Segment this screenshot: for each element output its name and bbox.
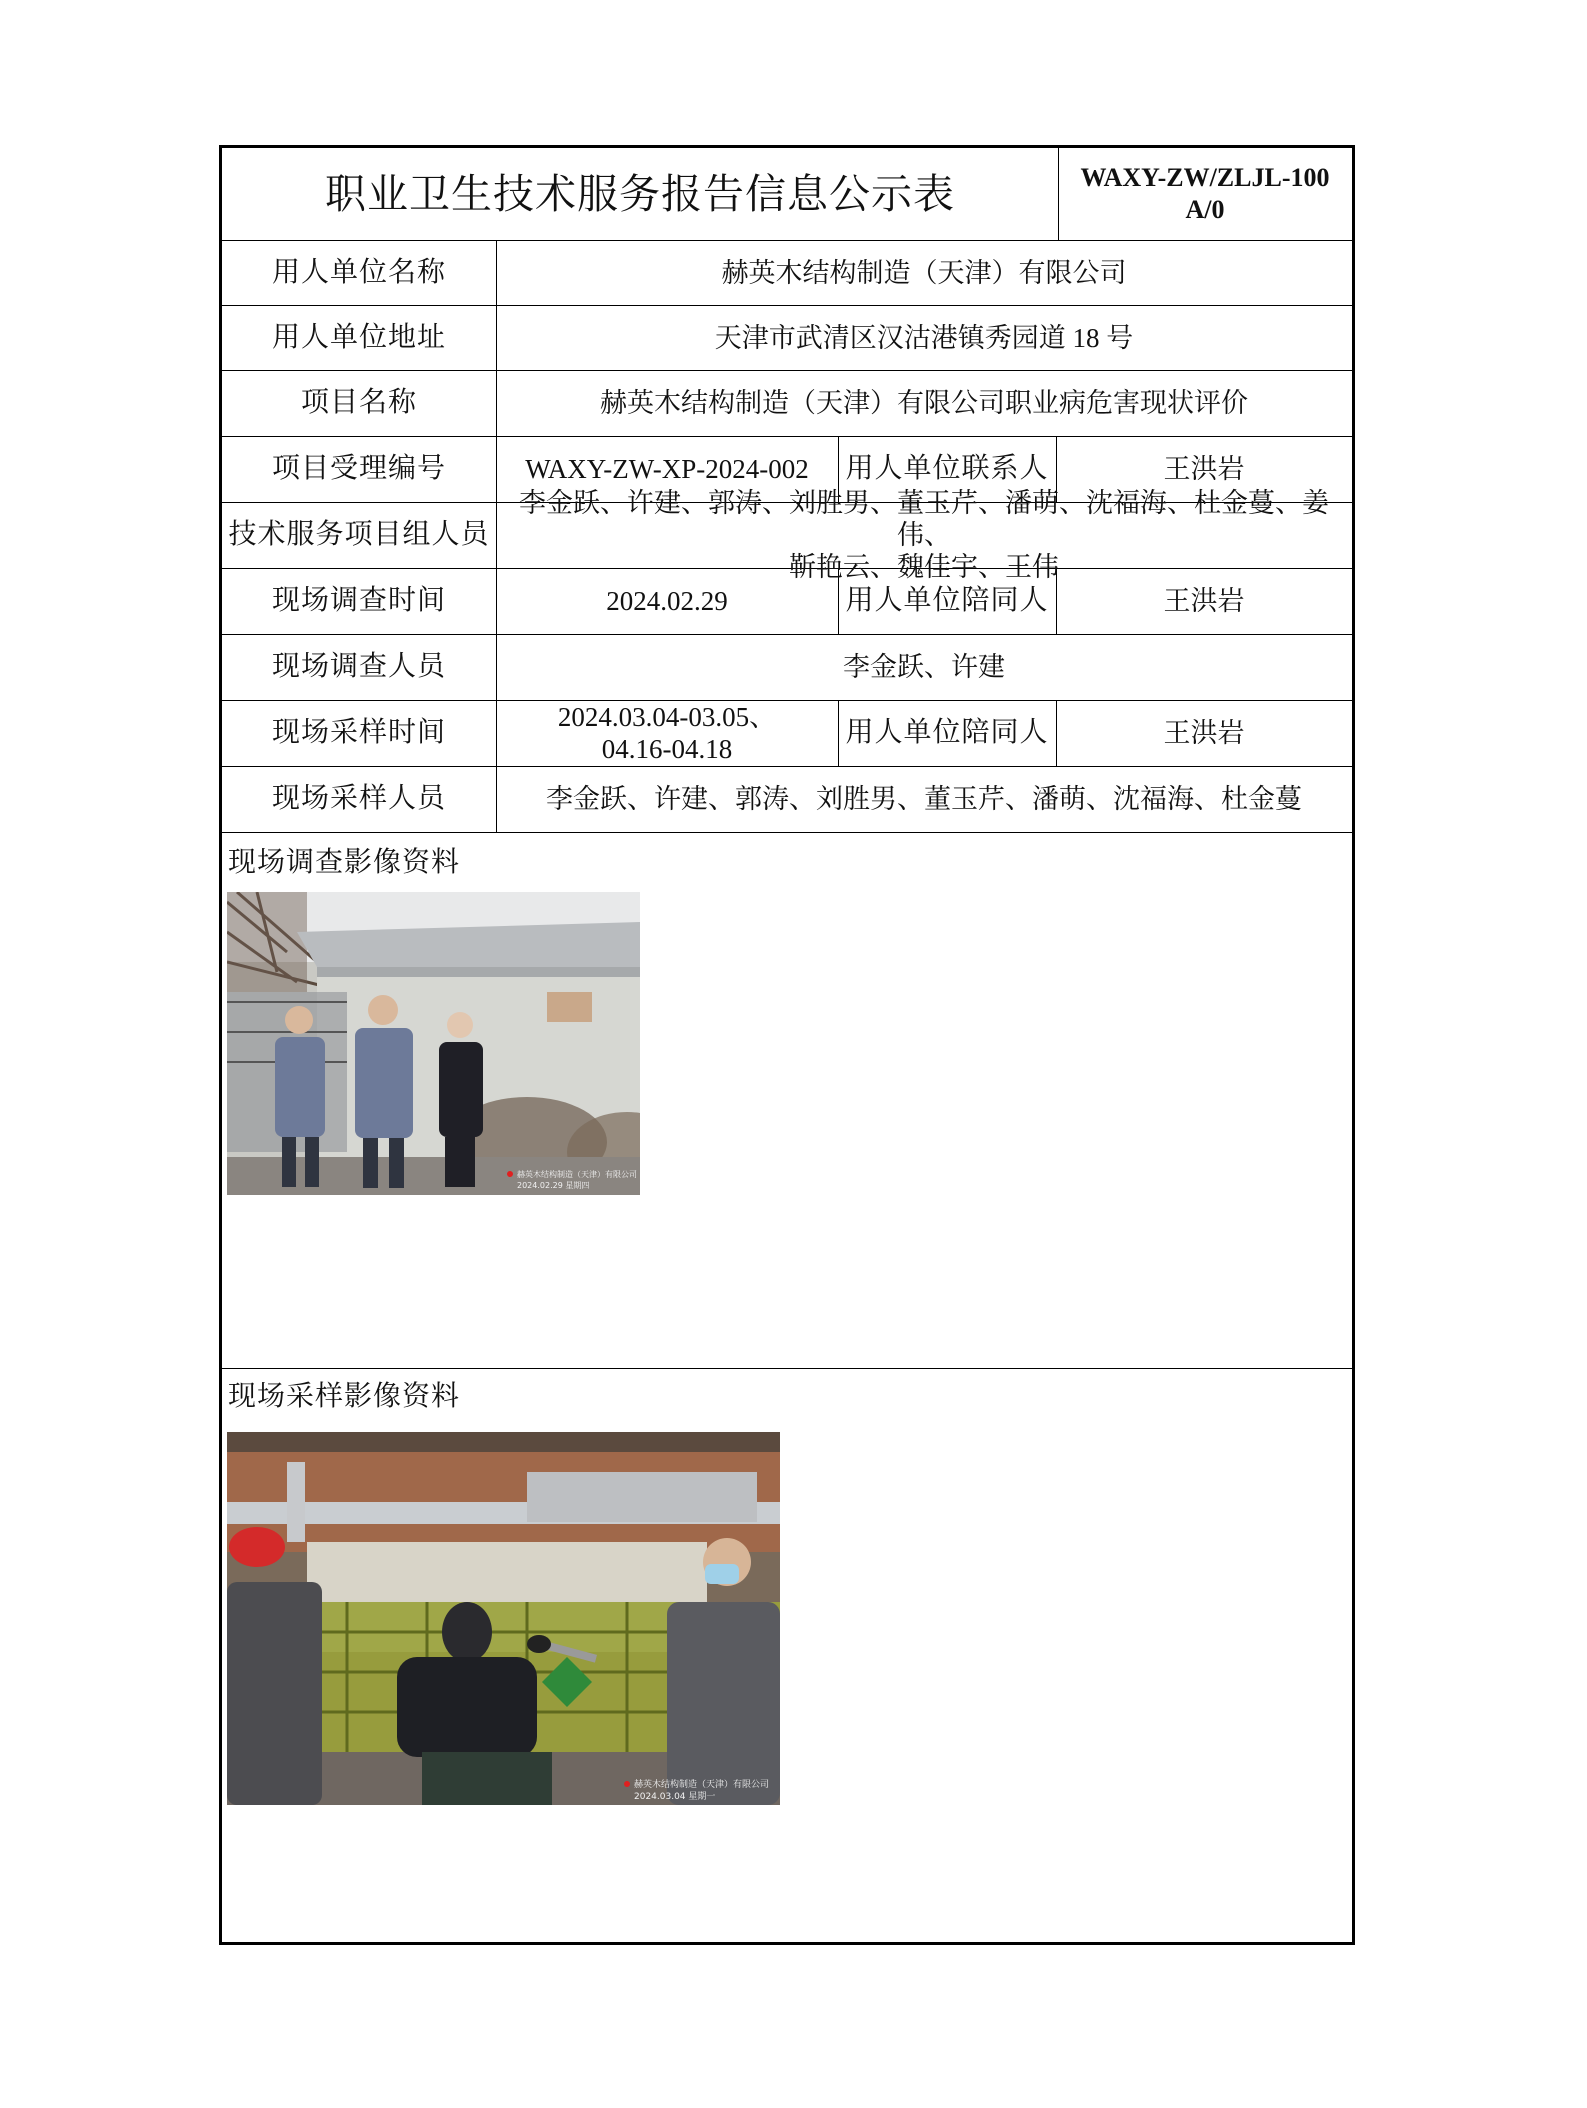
sampling-photo-watermark-line1: 赫英木结构制造（天津）有限公司: [634, 1780, 770, 1790]
survey-time-value: 2024.02.29: [606, 586, 728, 616]
survey-images-title: 现场调查影像资料: [228, 847, 461, 878]
sampling-time-label: 现场采样时间: [271, 717, 446, 748]
sampling-time-line2: 04.16-04.18: [601, 734, 733, 764]
sampling-images-title: 现场采样影像资料: [228, 1381, 461, 1412]
employer-address-label: 用人单位地址: [271, 321, 446, 353]
sampling-companion-label: 用人单位陪同人: [845, 717, 1049, 748]
sampling-staff-value: 李金跃、许建、郭涛、刘胜男、董玉芹、潘萌、沈福海、杜金蔓: [546, 784, 1302, 814]
employer-name-value: 赫英木结构制造（天津）有限公司: [721, 257, 1127, 288]
project-number-label: 项目受理编号: [271, 453, 446, 484]
form-code-line1: WAXY-ZW/ZLJL-100: [1080, 163, 1330, 192]
employer-address-value: 天津市武清区汉沽港镇秀园道 18 号: [714, 322, 1134, 353]
project-name-label: 项目名称: [300, 387, 417, 418]
sampling-staff-label: 现场采样人员: [271, 783, 446, 814]
info-disclosure-table: [219, 145, 1355, 1945]
employer-name-label: 用人单位名称: [271, 256, 446, 288]
survey-photo: [227, 892, 640, 1195]
survey-time-label: 现场调查时间: [271, 585, 446, 616]
contact-person-value: 王洪岩: [1163, 454, 1245, 484]
sampling-photo-watermark-line2: 2024.03.04 星期一: [634, 1792, 716, 1802]
sampling-photo: [227, 1432, 780, 1805]
survey-companion-value: 王洪岩: [1163, 586, 1245, 616]
survey-staff-label: 现场调查人员: [271, 651, 446, 682]
team-members-line1: 李金跃、许建、郭涛、刘胜男、董玉芹、潘萌、沈福海、杜金蔓、姜伟、: [519, 488, 1329, 550]
form-title: 职业卫生技术服务报告信息公示表: [325, 171, 955, 217]
sampling-time-value: [496, 700, 838, 766]
project-number-value: WAXY-ZW-XP-2024-002: [525, 454, 809, 484]
contact-person-label: 用人单位联系人: [845, 453, 1049, 484]
team-members-label: 技术服务项目组人员: [228, 519, 490, 550]
survey-staff-value: 李金跃、许建: [843, 652, 1005, 682]
sampling-time-line1: 2024.03.04-03.05、: [557, 702, 777, 732]
sampling-companion-value: 王洪岩: [1163, 718, 1245, 748]
form-code-line2: A/0: [1185, 195, 1225, 224]
survey-photo-watermark-line1: 赫英木结构制造（天津）有限公司: [517, 1170, 637, 1179]
form-code: [1058, 148, 1352, 240]
survey-photo-watermark-line2: 2024.02.29 星期四: [517, 1181, 590, 1190]
survey-companion-label: 用人单位陪同人: [845, 585, 1049, 616]
team-members-value: [496, 488, 1352, 582]
project-name-value: 赫英木结构制造（天津）有限公司职业病危害现状评价: [600, 388, 1248, 418]
team-members-line2: 靳艳云、魏佳宇、王伟: [789, 552, 1059, 582]
